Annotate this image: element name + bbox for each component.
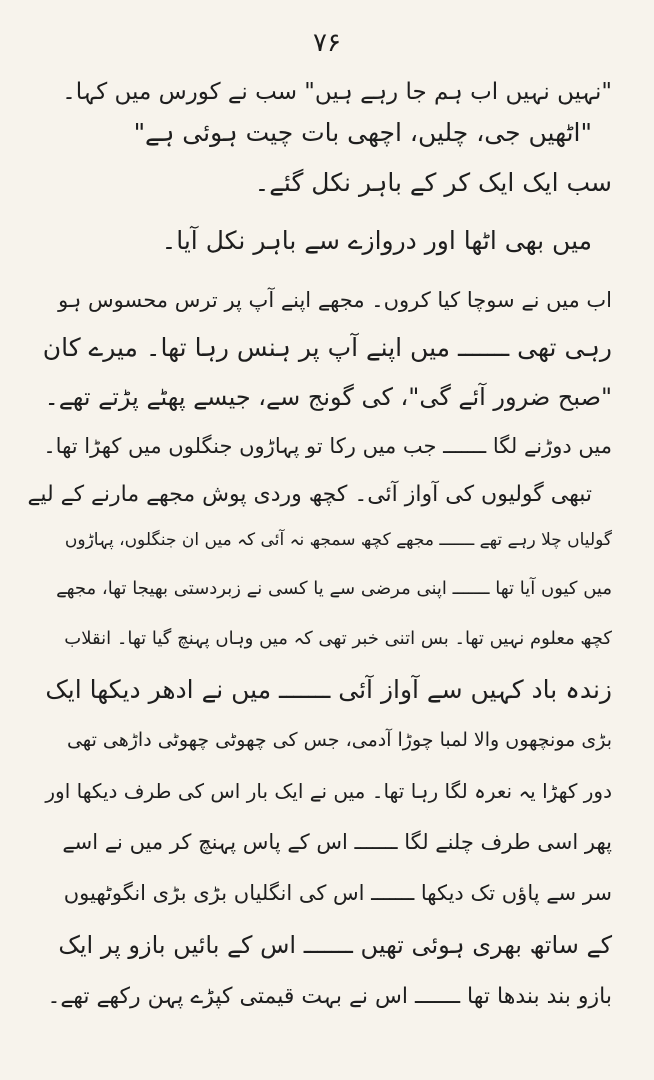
text-line: پھر اسی طرف چلنے لگا ـــــــ اس کے پاس پہنچ کر میں نے اسے: [62, 830, 612, 854]
text-line: گولیاں چلا رہے تھے ـــــــ مجھے کچھ سمجھ نہ آئی کہ میں ان جنگلوں، پہاڑوں: [64, 530, 612, 550]
text-line: اب میں نے سوچا کیا کروں۔ مجھے اپنے آپ پر ترس محسوس ہو: [58, 288, 612, 312]
text-line: میں کیوں آیا تھا ـــــــ اپنی مرضی سے یا کسی نے زبردستی بھیجا تھا، مجھے: [56, 578, 612, 599]
text-line: دور کھڑا یہ نعرہ لگا رہا تھا۔ میں نے ایک بار اس کی طرف دیکھا اور: [45, 779, 612, 803]
text-line: زندہ باد کہیں سے آواز آئی ـــــــ میں نے ادھر دیکھا ایک: [45, 675, 612, 704]
text-line: "نہیں نہیں اب ہم جا رہے ہیں" سب نے کورس میں کہا۔: [62, 79, 612, 105]
text-line: "اٹھیں جی، چلیں، اچھی بات چیت ہوئی ہے": [133, 118, 592, 147]
text-line: میں بھی اٹھا اور دروازے سے باہر نکل آیا۔: [161, 226, 592, 255]
page-number: ۷۶: [313, 28, 341, 58]
text-line: "صبح ضرور آئے گی"، کی گونج سے، جیسے پھٹے پڑتے تھے۔: [44, 383, 612, 411]
text-line: کچھ معلوم نہیں تھا۔ بس اتنی خبر تھی کہ میں وہاں پہنچ گیا تھا۔ انقلاب: [64, 628, 612, 649]
text-line: تبھی گولیوں کی آواز آئی۔ کچھ وردی پوش مجھے مارنے کے لیے: [27, 482, 592, 507]
text-line: بڑی مونچھوں والا لمبا چوڑا آدمی، جس کی چھوٹی چھوٹی داڑھی تھی: [66, 729, 612, 751]
text-line: رہی تھی ـــــــ میں اپنے آپ پر ہنس رہا تھا۔ میرے کان: [42, 333, 612, 362]
text-line: بازو بند بندھا تھا ـــــــ اس نے بہت قیمتی کپڑے پہن رکھے تھے۔: [47, 984, 612, 1009]
text-line: سر سے پاؤں تک دیکھا ـــــــ اس کی انگلیاں بڑی بڑی انگوٹھیوں: [63, 881, 612, 905]
text-line: میں دوڑنے لگا ـــــــ جب میں رکا تو پہاڑوں جنگلوں میں کھڑا تھا۔: [43, 434, 612, 458]
text-line: سب ایک ایک کر کے باہر نکل گئے۔: [254, 168, 612, 197]
text-line: کے ساتھ بھری ہوئی تھیں ـــــــ اس کے بائیں بازو پر ایک: [58, 931, 612, 959]
